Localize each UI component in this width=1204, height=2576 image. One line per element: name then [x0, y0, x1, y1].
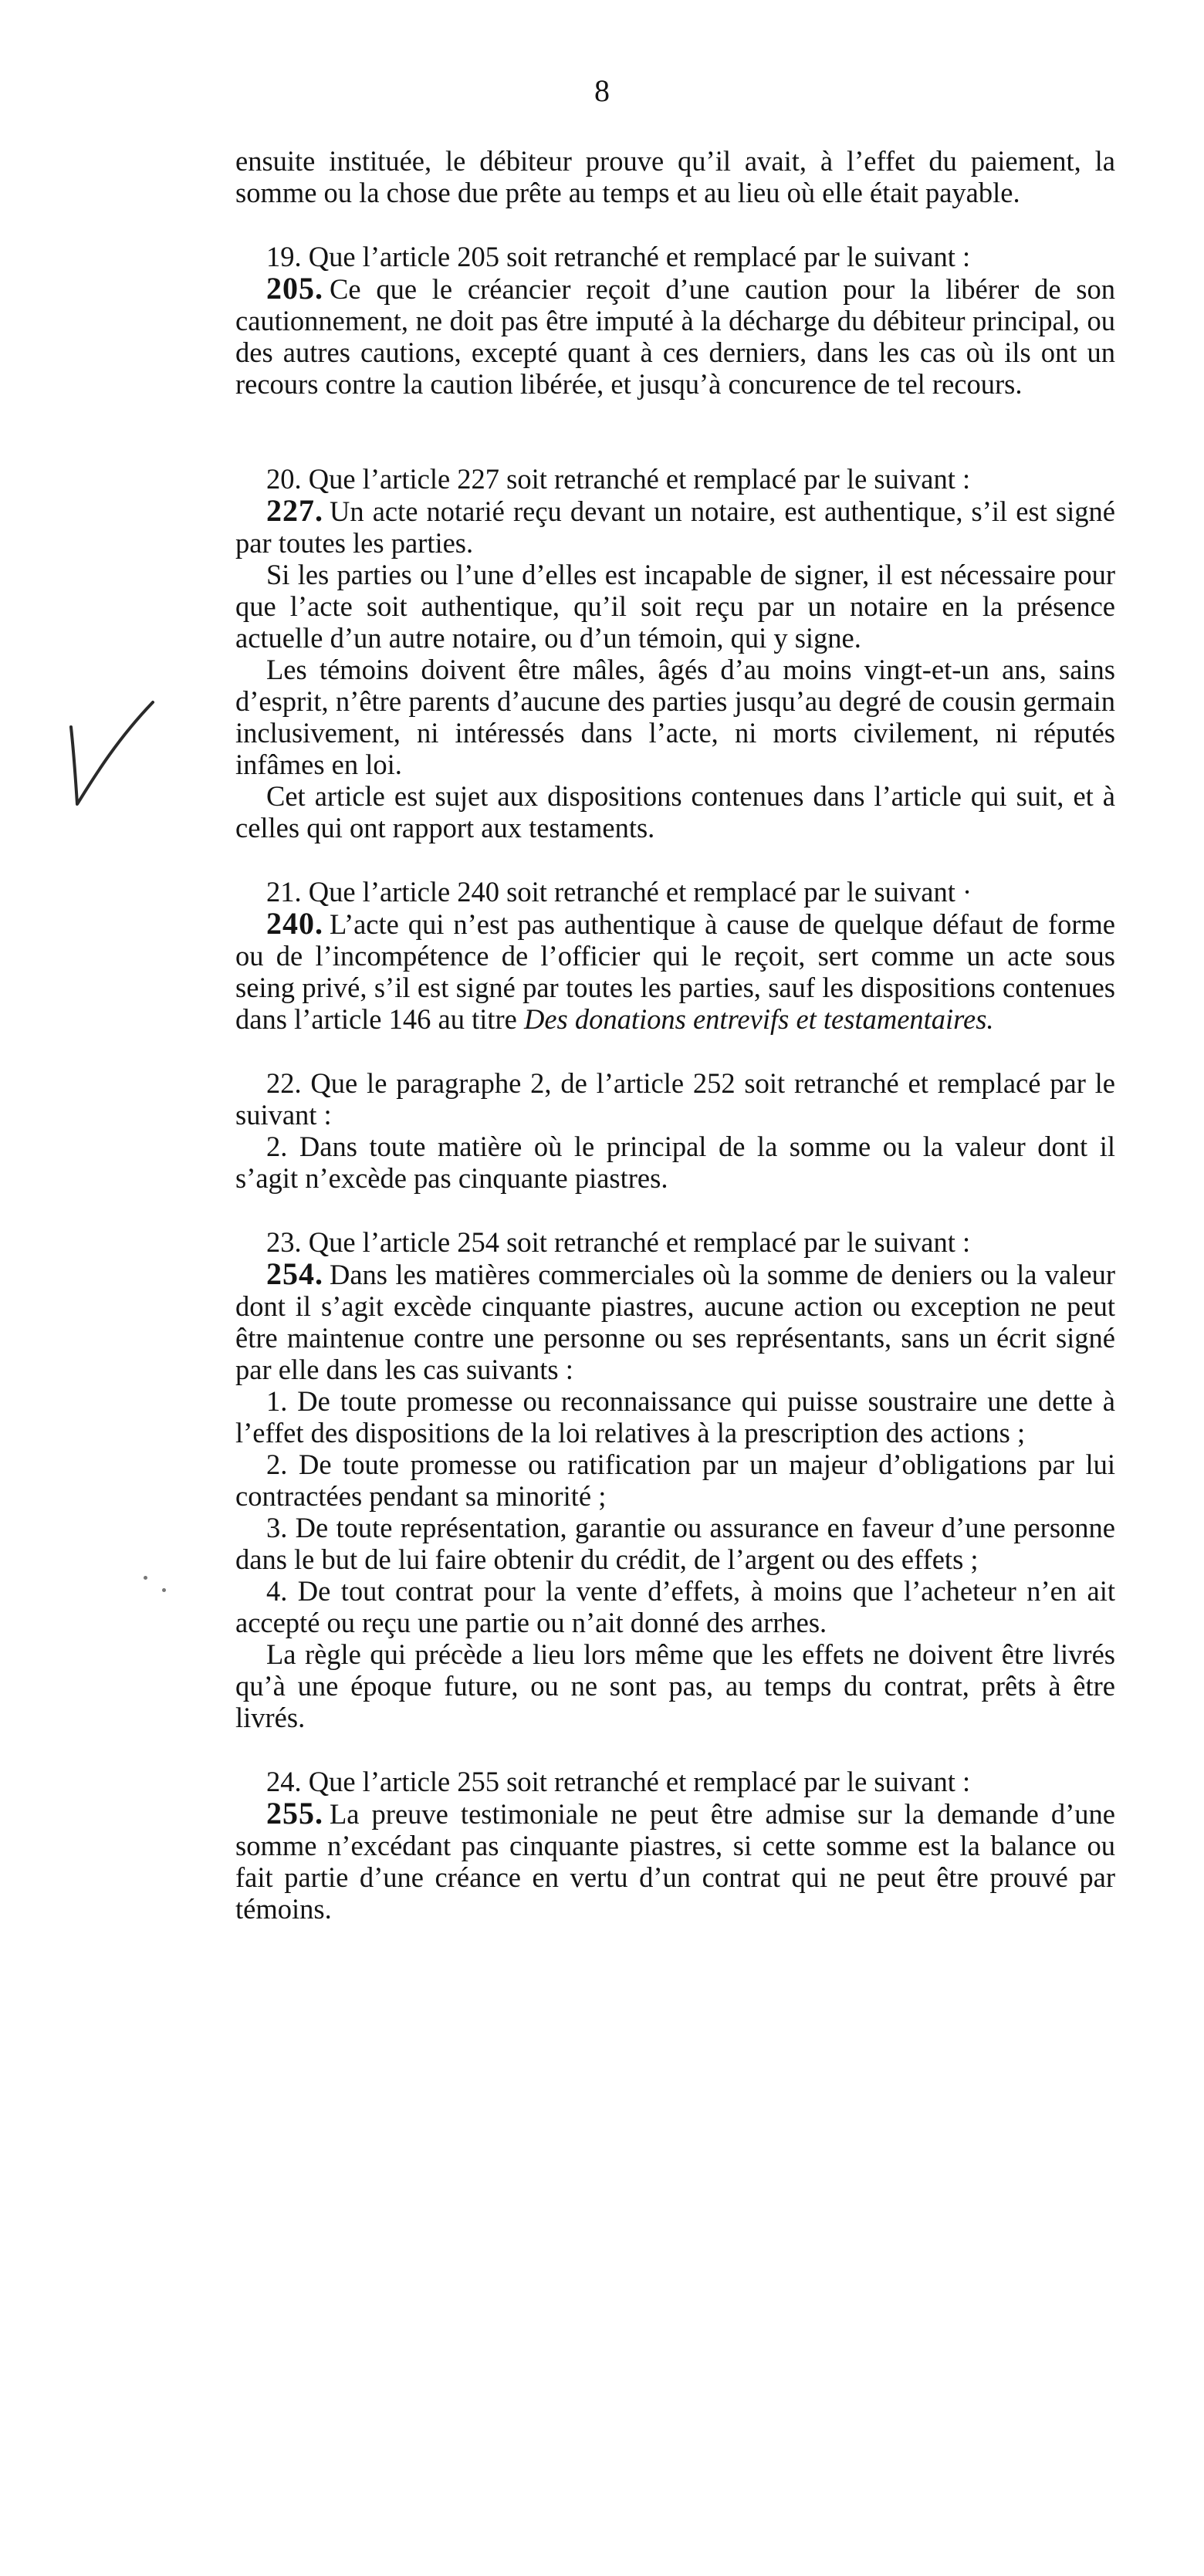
article-text: La preuve testimoniale ne peut être admise sur la demande d’une somme n’excédant pas cinquante piastres, si cette somme est la balance ou fait partie d’une créance en vertu d’un contrat qui ne peut être prouvé par témoins.: [235, 1798, 1115, 1925]
article-text: Un acte notarié reçu devant un notaire, est authentique, s’il est signé par toutes les parties.: [235, 495, 1115, 559]
article-number: 255.: [266, 1796, 323, 1831]
stray-mark: [162, 1588, 166, 1592]
article-paragraph: [235, 1258, 1115, 1385]
section-heading: 22. Que le paragraphe 2, de l’article 252 soit retranché et remplacé par le suivant :: [235, 1067, 1115, 1131]
section-heading: 23. Que l’article 254 soit retranché et remplacé par le suivant :: [266, 1226, 971, 1258]
section-24: [235, 1766, 1115, 1925]
article-number: 227.: [266, 493, 323, 528]
article-paragraph: 2. Dans toute matière où le principal de la somme ou la valeur dont il s’agit n’excède pas cinquante piastres.: [235, 1131, 1115, 1194]
sub-paragraph: Cet article est sujet aux dispositions contenues dans l’article qui suit, et à celles qui ont rapport aux testaments.: [235, 780, 1115, 843]
sub-paragraph: La règle qui précède a lieu lors même que les effets ne doivent être livrés qu’à une époque future, ou ne sont pas, au temps du contrat, prêts à être livrés.: [235, 1638, 1115, 1733]
article-number: 240.: [266, 906, 323, 941]
article-paragraph: [235, 908, 1115, 1035]
article-paragraph: [235, 1797, 1115, 1925]
article-number: 205.: [266, 271, 323, 306]
article-text: L’acte qui n’est pas authentique à cause de quelque défaut de forme ou de l’incompétence de l’officier qui le reçoit, sert comme un acte sous seing privé, s’il est signé par toutes les parties, sauf les dispositions contenues dans l’article 146 au titre: [235, 908, 1115, 1035]
section-21: [235, 876, 1115, 1035]
stray-mark: [144, 1576, 147, 1580]
section-19: [235, 241, 1115, 400]
title-reference: Des donations entrevifs et testamentaires.: [523, 1003, 994, 1035]
section-heading: 19. Que l’article 205 soit retranché et remplacé par le suivant :: [266, 241, 971, 272]
section-heading: 20. Que l’article 227 soit retranché et remplacé par le suivant :: [266, 463, 971, 495]
sub-paragraph: Les témoins doivent être mâles, âgés d’au moins vingt-et-un ans, sains d’esprit, n’être parents d’aucune des parties jusqu’au degré de cousin germain inclusivement, ni intéressés dans l’acte, ni morts civilement, ni réputés infâmes en loi.: [235, 654, 1115, 780]
section-20: [235, 463, 1115, 843]
document-body: [235, 145, 1115, 1925]
sub-paragraph: 4. De tout contrat pour la vente d’effets, à moins que l’acheteur n’en ait accepté ou reçu une partie ou n’ait donné des arrhes.: [235, 1575, 1115, 1638]
section-heading: 24. Que l’article 255 soit retranché et remplacé par le suivant :: [266, 1766, 971, 1797]
continuation-paragraph: ensuite instituée, le débiteur prouve qu’il avait, à l’effet du paiement, la somme ou la chose due prête au temps et au lieu où elle était payable.: [235, 145, 1115, 208]
sub-paragraph: 1. De toute promesse ou reconnaissance qui puisse soustraire une dette à l’effet des dispositions de la loi relatives à la prescription des actions ;: [235, 1385, 1115, 1449]
article-number: 254.: [266, 1256, 323, 1291]
sub-paragraph: 2. De toute promesse ou ratification par un majeur d’obligations par lui contractées pendant sa minorité ;: [235, 1449, 1115, 1512]
section-heading: 21. Que l’article 240 soit retranché et remplacé par le suivant ·: [266, 876, 972, 908]
handwritten-check-mark-icon: [62, 695, 162, 810]
article-text: Dans les matières commerciales où la somme de deniers ou la valeur dont il s’agit excède cinquante piastres, aucune action ou exception ne peut être maintenue contre une personne ou ses représentants, sans un écrit signé par elle dans les cas suivants :: [235, 1259, 1115, 1385]
article-text: Ce que le créancier reçoit d’une caution pour la libérer de son cautionnement, ne doit pas être imputé à la décharge du débiteur principal, ou des autres cautions, excepté quant à ces derniers, dans les cas où ils ont un recours contre la caution libérée, et jusqu’à concurence de tel recours.: [235, 273, 1115, 400]
section-23: [235, 1226, 1115, 1733]
section-22: [235, 1067, 1115, 1194]
article-paragraph: [235, 495, 1115, 559]
page-number: 8: [594, 73, 610, 108]
sub-paragraph: 3. De toute représentation, garantie ou assurance en faveur d’une personne dans le but de lui faire obtenir du crédit, de l’argent ou des effets ;: [235, 1512, 1115, 1575]
article-paragraph: [235, 272, 1115, 400]
sub-paragraph: Si les parties ou l’une d’elles est incapable de signer, il est nécessaire pour que l’acte soit authentique, qu’il soit reçu par un notaire en la présence actuelle d’un autre notaire, ou d’un témoin, qui y signe.: [235, 559, 1115, 654]
